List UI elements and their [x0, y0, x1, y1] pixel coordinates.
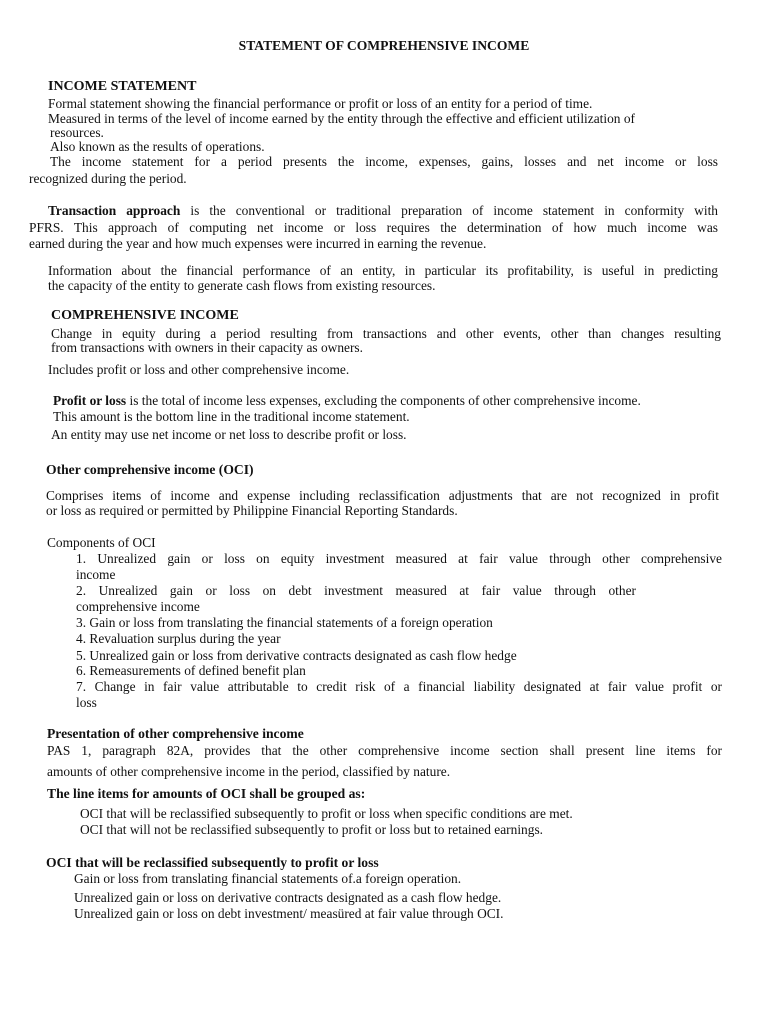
transaction-approach-line1	[48, 203, 718, 219]
comprehensive-income-line2: from transactions with owners in their capacity as owners.	[51, 340, 363, 355]
oci-component-text: Change in fair value attributable to credit risk of a financial liability designated at fair value profit or	[94, 679, 722, 694]
transaction-approach-line3: earned during the year and how much expenses were incurred in earning the revenue.	[29, 236, 487, 251]
oci-component-1-cont: income	[76, 567, 116, 582]
presentation-heading: Presentation of other comprehensive income	[47, 726, 304, 741]
grouped-heading: The line items for amounts of OCI shall be grouped as:	[47, 786, 366, 801]
income-statement-line4: The income statement for a period presents the income, expenses, gains, losses and net income or loss	[50, 154, 718, 169]
information-line2: the capacity of the entity to generate cash flows from existing resources.	[48, 278, 436, 293]
oci-component-number: 3.	[76, 615, 87, 630]
oci-line2: or loss as required or permitted by Philippine Financial Reporting Standards.	[46, 503, 458, 518]
group-reclassified: OCI that will be reclassified subsequently to profit or loss when specific conditions are met.	[80, 806, 573, 821]
income-statement-line3: Also known as the results of operations.	[50, 139, 265, 154]
transaction-approach-rest: is the conventional or traditional preparation of income statement in conformity with	[180, 203, 718, 218]
oci-components-label: Components of OCI	[47, 535, 156, 550]
profit-or-loss-line2: This amount is the bottom line in the traditional income statement.	[53, 409, 410, 424]
oci-component-7-cont: loss	[76, 695, 97, 710]
oci-component-text: Revaluation surplus during the year	[89, 631, 281, 646]
information-line1: Information about the financial performance of an entity, in particular its profitability, is useful in predicting	[48, 263, 718, 278]
oci-component-number: 5.	[76, 648, 87, 663]
profit-or-loss-line1	[53, 393, 641, 409]
oci-component-2-cont: comprehensive income	[76, 599, 200, 614]
oci-component-number: 1.	[76, 551, 87, 566]
comprehensive-income-heading: COMPREHENSIVE INCOME	[51, 308, 239, 323]
oci-component-4	[76, 631, 281, 647]
oci-component-2	[76, 583, 636, 599]
reclassified-item-3: Unrealized gain or loss on debt investment/ measüred at fair value through OCI.	[74, 906, 504, 921]
oci-component-5	[76, 648, 517, 664]
oci-component-6	[76, 663, 306, 679]
reclassified-item-1: Gain or loss from translating financial statements of.a foreign operation.	[74, 871, 462, 886]
oci-component-text: Unrealized gain or loss on debt investment measured at fair value through other	[98, 583, 636, 598]
oci-component-text: Gain or loss from translating the financial statements of a foreign operation	[89, 615, 493, 630]
oci-component-number: 2.	[76, 583, 87, 598]
reclassified-item-2: Unrealized gain or loss on derivative contracts designated as a cash flow hedge.	[74, 890, 502, 905]
transaction-approach-term: Transaction approach	[48, 203, 181, 218]
presentation-line1: PAS 1, paragraph 82A, provides that the other comprehensive income section shall present line items for	[47, 743, 722, 758]
income-statement-line2b: resources.	[50, 125, 104, 140]
oci-heading: Other comprehensive income (OCI)	[46, 462, 254, 477]
income-statement-heading: INCOME STATEMENT	[48, 79, 197, 94]
income-statement-line1: Formal statement showing the financial performance or profit or loss of an entity for a period of time.	[48, 96, 593, 111]
oci-component-text: Unrealized gain or loss on equity investment measured at fair value through other comprehensive	[97, 551, 722, 566]
presentation-line2: amounts of other comprehensive income in the period, classified by nature.	[47, 764, 451, 779]
transaction-approach-line2: PFRS. This approach of computing net income or loss requires the determination of how much income was	[29, 220, 718, 235]
profit-or-loss-line3: An entity may use net income or net loss to describe profit or loss.	[51, 427, 407, 442]
group-not-reclassified: OCI that will not be reclassified subsequently to profit or loss but to retained earnings.	[80, 822, 543, 837]
comprehensive-income-line1: Change in equity during a period resulting from transactions and other events, other than changes resulting	[51, 326, 721, 341]
income-statement-line2: Measured in terms of the level of income earned by the entity through the effective and efficient utilization of	[48, 111, 635, 126]
oci-component-text: Unrealized gain or loss from derivative contracts designated as cash flow hedge	[89, 648, 517, 663]
oci-component-1	[76, 551, 722, 567]
oci-line1: Comprises items of income and expense including reclassification adjustments that are not recognized in profit	[46, 488, 719, 503]
comprehensive-income-includes: Includes profit or loss and other comprehensive income.	[48, 362, 350, 377]
document-title: STATEMENT OF COMPREHENSIVE INCOME	[238, 38, 530, 53]
income-statement-line4b: recognized during the period.	[29, 171, 187, 186]
oci-component-text: Remeasurements of defined benefit plan	[89, 663, 306, 678]
profit-or-loss-rest: is the total of income less expenses, excluding the components of other comprehensive income.	[126, 393, 641, 408]
oci-component-number: 6.	[76, 663, 87, 678]
oci-component-7	[76, 679, 722, 695]
profit-or-loss-term: Profit or loss	[53, 393, 127, 408]
oci-component-3	[76, 615, 493, 631]
oci-component-number: 7.	[76, 679, 87, 694]
oci-component-number: 4.	[76, 631, 87, 646]
reclassified-heading: OCI that will be reclassified subsequently to profit or loss	[46, 855, 379, 870]
